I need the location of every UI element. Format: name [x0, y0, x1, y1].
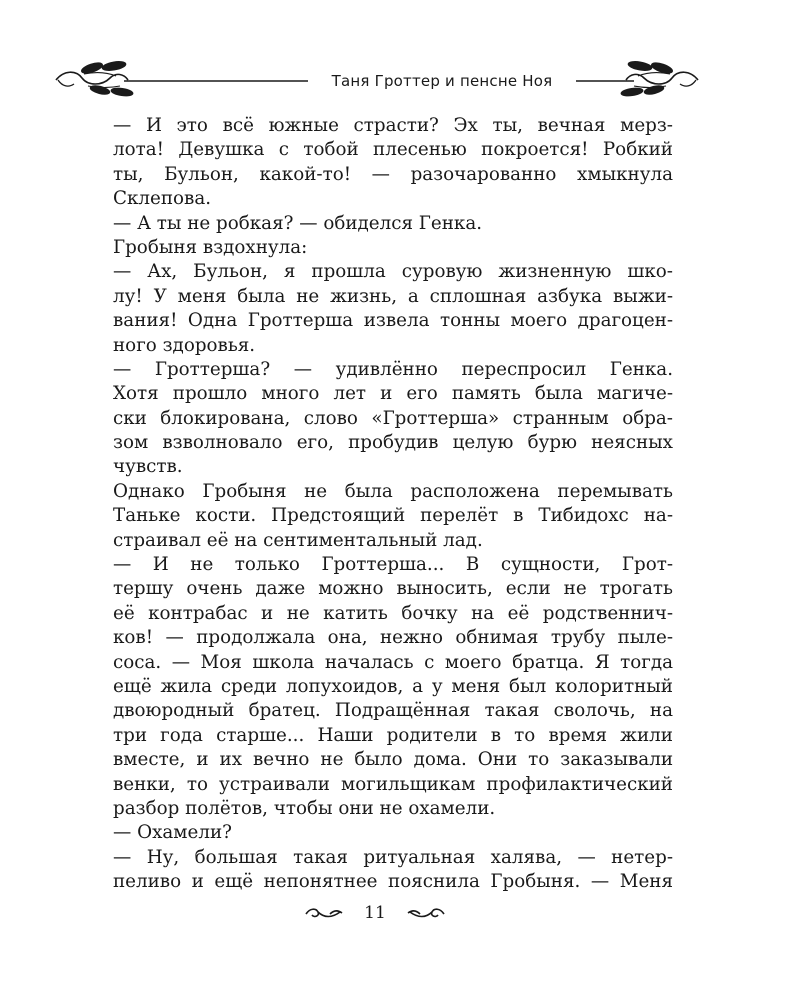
text-line: страивал её на сентиментальный лад. — [113, 529, 483, 551]
text-line: Таньке кости. Предстоящий перелёт в Тибидохс на- — [113, 505, 673, 527]
text-line: вместе, и их вечно не было дома. Они то заказывали — [113, 749, 673, 771]
text-line: — Охамели? — [113, 822, 232, 844]
text-line: — Ну, большая такая ритуальная халява, — нетер- — [113, 846, 673, 868]
text-line: зом взволновало его, пробудив целую бурю неясных — [113, 432, 673, 454]
running-header — [54, 58, 700, 102]
text-line: лота! Девушка с тобой плесенью покроется! Робкий — [113, 139, 673, 161]
text-line: лу! У меня была не жизнь, а сплошная азбука выжи- — [113, 285, 673, 307]
text-line: чувств. — [113, 456, 183, 478]
left-swirl-icon — [306, 909, 342, 916]
text-line: ещё жила среди лопухоидов, а у меня был колоритный — [113, 675, 673, 697]
text-line: двоюродный братец. Подращённая такая сволочь, на — [113, 700, 673, 722]
text-line: три года старше... Наши родители в то время жили — [113, 724, 673, 746]
text-line: — А ты не робкая? — обиделся Генка. — [113, 212, 483, 234]
text-line: пеливо и ещё непонятнее пояснила Гробыня. — Меня — [113, 871, 673, 893]
running-title: Таня Гроттер и пенсне Ноя — [316, 71, 568, 91]
left-leaf-flourish-icon — [56, 60, 133, 97]
text-line: — Ах, Бульон, я прошла суровую жизненную шко- — [113, 261, 673, 283]
text-line: Склепова. — [113, 188, 212, 210]
text-line: — И это всё южные страсти? Эх ты, вечная мерз- — [113, 115, 673, 136]
text-line: соса. — Моя школа началась с моего братца. Я тогда — [113, 651, 673, 673]
page-text — [113, 114, 673, 895]
right-swirl-icon — [408, 909, 444, 916]
text-line: — Гроттерша? — удивлённо переспросил Генка. — [113, 358, 673, 380]
text-line: Однако Гробыня не была расположена перемывать — [113, 480, 673, 502]
text-line: вания! Одна Гроттерша извела тонны моего драгоцен- — [113, 310, 673, 332]
text-line: — И не только Гроттерша... В сущности, Грот- — [113, 554, 673, 576]
text-line: ски блокирована, слово «Гроттерша» странным обра- — [113, 407, 673, 429]
text-line: ты, Бульон, какой-то! — разочарованно хмыкнула — [113, 163, 673, 185]
text-line: ного здоровья. — [113, 334, 256, 356]
text-line: Гробыня вздохнула: — [113, 236, 308, 258]
page-footer — [300, 898, 450, 930]
text-line: разбор полётов, чтобы они не охамели. — [113, 797, 496, 819]
page-number: 11 — [364, 903, 386, 923]
text-line: её контрабас и не катить бочку на её родственнич- — [113, 602, 673, 624]
right-leaf-flourish-icon — [621, 60, 698, 97]
text-line: ков! — продолжала она, нежно обнимая трубу пыле- — [113, 627, 673, 649]
text-line: Хотя прошло много лет и его память была магиче- — [113, 383, 673, 405]
text-line: венки, то устраивали могильщикам профилактический — [113, 773, 673, 795]
text-line: тершу очень даже можно выносить, если не трогать — [113, 578, 673, 600]
